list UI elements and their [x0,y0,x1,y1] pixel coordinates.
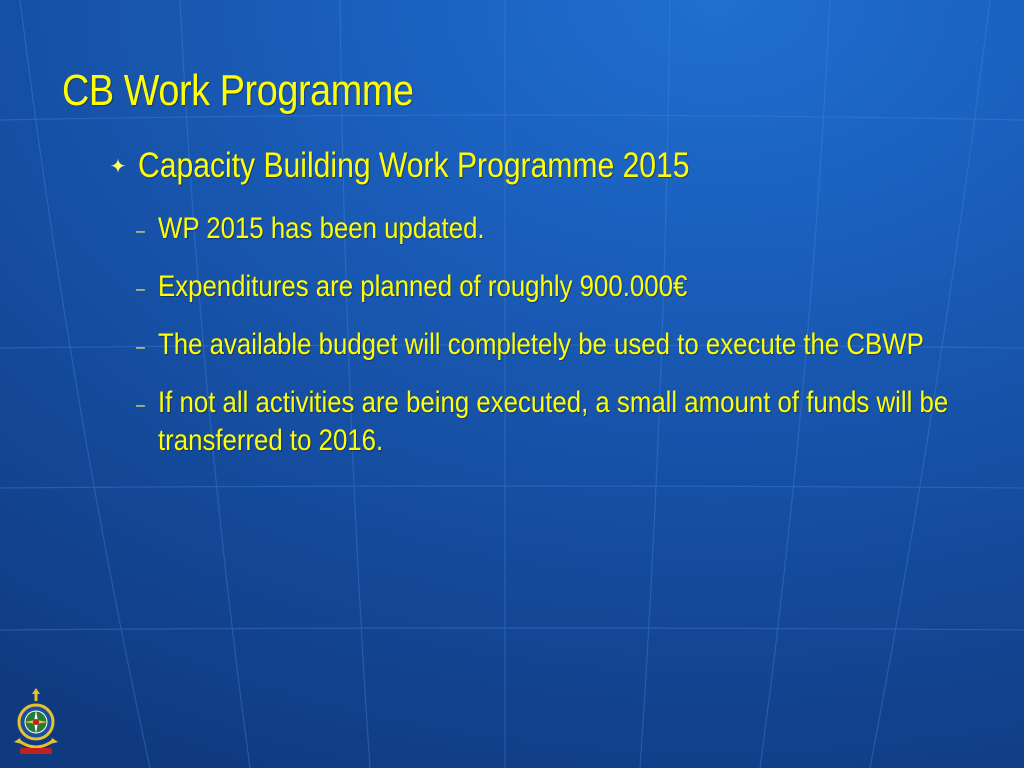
bullet-text: Expenditures are planned of roughly 900.000€ [158,270,688,303]
dash-icon: – [136,397,145,414]
bullet-text: If not all activities are being executed, a small amount of funds will be transferred to 2016. [158,386,949,457]
bullet-text: The available budget will completely be used to execute the CBWP [158,328,924,361]
bullet-item [136,384,1024,460]
heading-item [98,146,779,186]
bullet-text: WP 2015 has been updated. [158,212,485,245]
four-point-star-icon: ✦ [109,155,127,178]
dash-icon: – [136,223,145,240]
iho-emblem-logo [10,688,62,758]
heading-text: Capacity Building Work Programme 2015 [138,146,690,185]
slide-title: CB Work Programme [62,66,414,115]
dash-icon: – [136,281,145,298]
bullet-item [136,326,1024,366]
dash-icon: – [136,339,145,356]
bullet-item [136,268,773,308]
bullet-item [136,210,538,250]
